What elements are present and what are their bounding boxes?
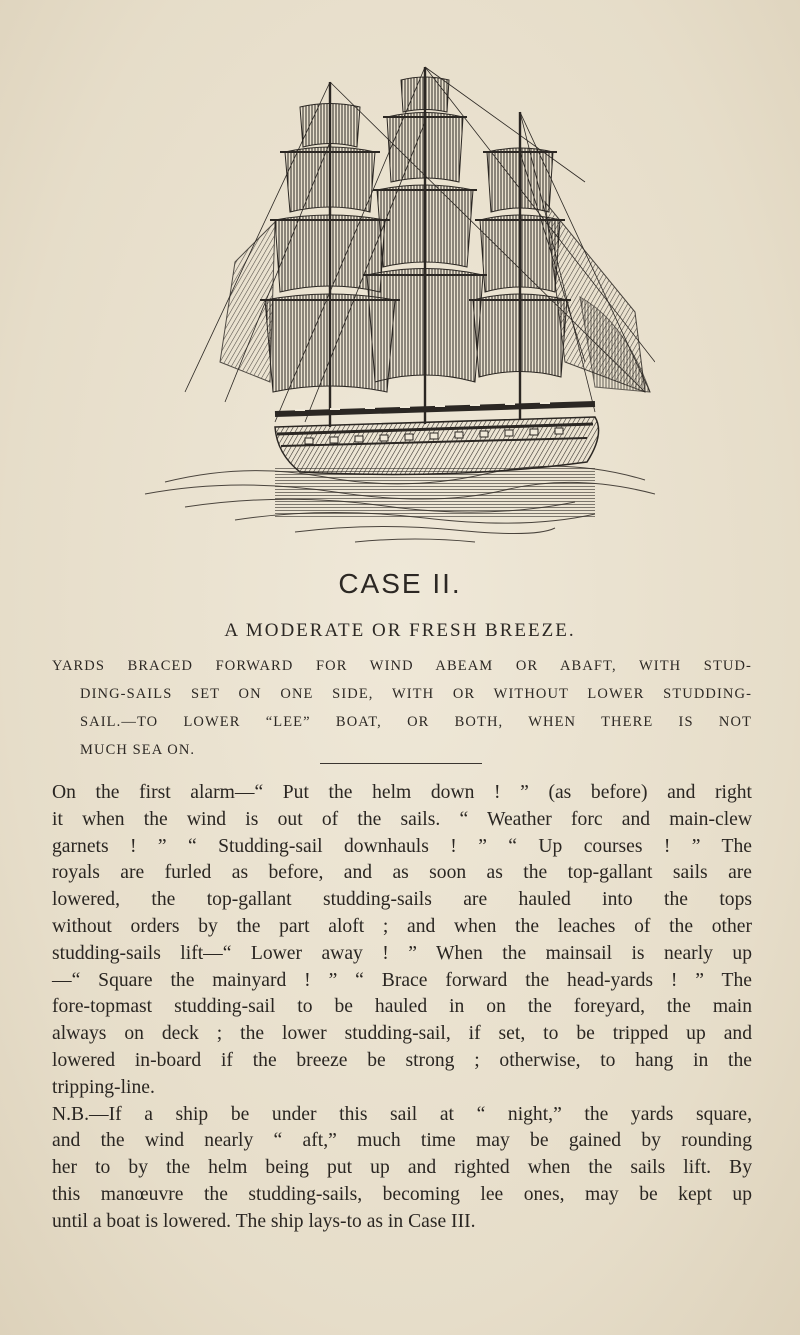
section-divider (320, 763, 482, 764)
description-line: DING-SAILS SET ON ONE SIDE, WITH OR WITHOUT LOWER STUDDING- (80, 686, 752, 702)
text-line: this manœuvre the studding-sails, becoming lee ones, may be kept up (52, 1183, 752, 1205)
paragraph-nota-bene (52, 1102, 752, 1236)
text-line: studding-sails lift—“ Lower away ! ” When the mainsail is nearly up (52, 942, 752, 964)
text-line: and the wind nearly “ aft,” much time may be gained by rounding (52, 1130, 752, 1152)
body-text (52, 780, 752, 1236)
text-line: N.B.—If a ship be under this sail at “ night,” the yards square, (52, 1103, 752, 1125)
paragraph-instructions (52, 780, 752, 1102)
text-line: —“ Square the mainyard ! ” “ Brace forward the head-yards ! ” The (52, 969, 752, 991)
text-line: her to by the helm being put up and righted when the sails lift. By (52, 1157, 752, 1179)
ship-engraving-icon (125, 62, 655, 552)
text-line: garnets ! ” “ Studding-sail downhauls ! ” “ Up courses ! ” The (52, 835, 752, 857)
text-line: until a boat is lowered. The ship lays-to as in Case III. (52, 1210, 476, 1232)
text-line: lowered in-board if the breeze be strong ; otherwise, to hang in the (52, 1049, 752, 1071)
text-line: always on deck ; the lower studding-sail, if set, to be tripped up and (52, 1023, 752, 1045)
text-line: without orders by the part aloft ; and when the leaches of the other (52, 915, 752, 937)
section-subtitle: A MODERATE OR FRESH BREEZE. (224, 620, 576, 641)
text-line: tripping-line. (52, 1076, 155, 1098)
text-line: fore-topmast studding-sail to be hauled in on the foreyard, the main (52, 996, 752, 1018)
text-line: On the first alarm—“ Put the helm down ! ” (as before) and right (52, 782, 752, 803)
description-line: SAIL.—TO LOWER “LEE” BOAT, OR BOTH, WHEN THERE IS NOT (80, 714, 752, 730)
text-line: royals are furled as before, and as soon as the top-gallant sails are (52, 862, 752, 884)
case-title: CASE II. (338, 568, 462, 599)
description-line: YARDS BRACED FORWARD FOR WIND ABEAM OR ABAFT, WITH STUD- (52, 658, 752, 674)
text-line: lowered, the top-gallant studding-sails are hauled into the tops (52, 889, 752, 911)
description-line: MUCH SEA ON. (80, 742, 196, 758)
case-description (52, 652, 752, 764)
text-line: it when the wind is out of the sails. “ Weather forc and main-clew (52, 808, 752, 830)
